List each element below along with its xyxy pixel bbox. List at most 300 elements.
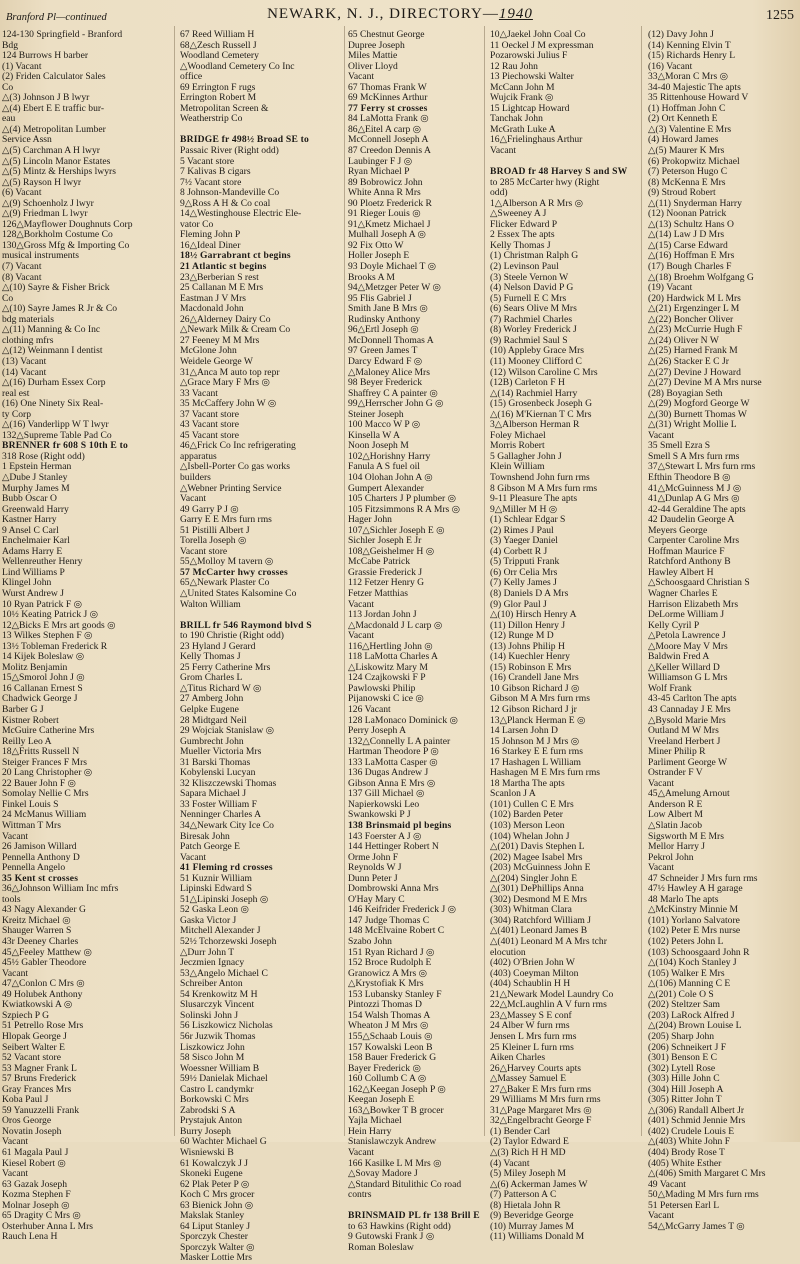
directory-entry: 33△Moran C Mrs ◎ (648, 71, 728, 83)
directory-entry: (10) Appleby Grace Mrs (490, 345, 585, 357)
directory-entry: 57 Bruns Frederick (2, 1073, 77, 1085)
directory-entry: (7) Patterson A C (490, 1189, 557, 1201)
directory-entry: Bayer Frederick ◎ (348, 1062, 421, 1074)
directory-entry: 24 McManus William (2, 809, 87, 821)
directory-entry: (9) Rachmiel Saul S (490, 334, 568, 346)
directory-entry: △United States Kalsomine Co (180, 587, 297, 599)
directory-entry: 67 Reed William H (180, 29, 255, 40)
directory-entry: 13 Piechowski Walter (490, 71, 574, 83)
directory-entry: Sigsworth M E Mrs (648, 830, 724, 842)
directory-entry: 51 Kuznir William (180, 872, 252, 884)
directory-entry: (28) Boyagian Seth (648, 387, 723, 399)
directory-entry: 45△Feeley Matthew ◎ (2, 946, 92, 958)
directory-entry: Vreeland Herbert J (648, 735, 721, 747)
directory-entry: eau (2, 113, 16, 125)
directory-entry: Fetzer Matthias (348, 587, 408, 599)
directory-entry: 132△Supreme Table Pad Co (2, 429, 112, 441)
directory-entry: (10) Murray James M (490, 1220, 574, 1232)
directory-entry: Schreiber Anton (180, 978, 243, 990)
directory-entry: Murphy James M (2, 482, 70, 494)
directory-entry: to 190 Christie (Right odd) (180, 630, 284, 642)
directory-entry: Smith Jane B Mrs ◎ (348, 303, 428, 315)
directory-entry: 63 Gazak Joseph (2, 1178, 68, 1190)
directory-entry: (205) Sharp John (648, 1030, 715, 1042)
directory-entry: Lipinski Edward S (180, 883, 252, 895)
directory-entry: 100 Macco W P ◎ (348, 419, 421, 431)
directory-entry: Rudinsky Anthony (348, 313, 421, 325)
directory-entry: 54△McGarry James T ◎ (648, 1220, 745, 1232)
directory-entry: 31△Page Margaret Mrs ◎ (490, 1104, 592, 1116)
directory-entry: (102) Barden Peter (490, 809, 563, 821)
directory-entry: 61 Magala Paul J (2, 1146, 69, 1158)
directory-entry: 59 Yanuzzelli Frank (2, 1104, 80, 1116)
directory-entry: 20 Lang Christopher ◎ (2, 767, 93, 779)
directory-entry: musical instruments (2, 250, 80, 262)
directory-entry: Shauger Warren S (2, 925, 72, 937)
directory-entry: (3) Yaeger Daniel (490, 535, 558, 547)
directory-entry: Wujcik Frank ◎ (490, 92, 554, 104)
directory-entry: △(13) Schultz Hans O (648, 218, 734, 230)
directory-column-1 (2, 29, 170, 1243)
directory-entry: Novatin Joseph (2, 1125, 62, 1137)
directory-entry: △(301) DePhillips Anna (490, 883, 584, 895)
directory-entry: Gelpke Eugene (180, 704, 239, 715)
directory-entry: △Woodland Cemetery Co Inc (180, 60, 295, 72)
directory-column-5 (648, 29, 798, 1232)
directory-entry: 46△Frick Co Inc refrigerating (180, 440, 296, 452)
directory-entry: (14) Kenning Elvin T (648, 39, 731, 51)
directory-entry: 16 Callanan Ernest S (2, 682, 83, 694)
directory-entry: Somolay Nellie C Mrs (2, 788, 89, 800)
directory-entry: 96△Ertl Joseph ◎ (348, 324, 419, 336)
directory-entry: 18 Martha The apts (490, 777, 565, 789)
directory-year: 1940 (498, 6, 533, 22)
directory-entry: O'Hay Mary C (348, 893, 405, 905)
directory-entry: 47△Conlon C Mrs ◎ (2, 978, 85, 990)
directory-entry: (7) Peterson Hugo C (648, 166, 728, 178)
directory-entry: 13 Wilkes Stephen F ◎ (2, 630, 93, 642)
directory-entry: (102) Peter E Mrs nurse (648, 925, 741, 937)
directory-entry: 118 LaMotta Charles A (348, 651, 438, 663)
directory-entry: 32△Engelbracht George F (490, 1115, 592, 1127)
directory-entry: 49 Holubek Anthony (2, 988, 83, 1000)
directory-entry: Molitz Benjamin (2, 661, 68, 673)
directory-entry: △(11) Manning & Co Inc (2, 324, 101, 336)
running-head-title (0, 6, 800, 23)
directory-entry: 9-11 Pleasure The apts (490, 493, 578, 505)
directory-entry: 90 Ploetz Frederick R (348, 197, 432, 209)
directory-entry: (4) Corbett R J (490, 545, 548, 557)
directory-entry: Napierkowski Leo (348, 798, 420, 810)
directory-entry: (1) Vacant (2, 60, 42, 72)
directory-entry: 52½ Tchorzewski Joseph (180, 936, 277, 948)
running-head-left: Branford Pl—continued (6, 12, 107, 23)
directory-entry: Patch George E (180, 841, 241, 853)
directory-entry: 148 McElvaine Robert C (348, 925, 445, 937)
directory-entry: 5 Vacant store (180, 155, 235, 167)
directory-entry: (12) Davy John J (648, 29, 714, 40)
directory-entry: ty Corp (2, 408, 32, 420)
directory-entry: Kobylenski Lucyan (180, 767, 256, 779)
directory-entry: DeLorme William J (648, 609, 725, 621)
directory-entry: Macdonald John (180, 303, 244, 315)
directory-entry: Nenninger Charles A (180, 809, 261, 821)
directory-entry: Vacant (648, 429, 675, 441)
directory-entry: △(10) Sayre James R Jr & Co (2, 303, 118, 315)
directory-entry: 32 Kliszczewski Thomas (180, 777, 277, 789)
directory-entry: (203) McGuinness John E (490, 862, 591, 874)
directory-entry: 51 Petrello Rose Mrs (2, 1020, 84, 1032)
directory-entry: 58 Sisco John M (180, 1052, 245, 1064)
directory-entry: Jeczmien Ignacy (180, 957, 245, 969)
directory-entry: 105 Charters J P plumber ◎ (348, 493, 456, 505)
directory-entry: BROAD fr 48 Harvey S and SW (490, 166, 628, 178)
directory-entry: 16△Frielinghaus Arthur (490, 134, 583, 146)
directory-entry: Pawlowski Philip (348, 682, 416, 694)
directory-entry: Mitchell Alexander J (180, 925, 261, 937)
directory-entry: 5 Gallagher John J (490, 450, 562, 462)
directory-entry: Aiken Charles (490, 1052, 546, 1064)
directory-entry: Ratchford Anthony B (648, 556, 731, 568)
directory-entry: △(4) Metropolitan Lumber (2, 123, 106, 135)
directory-entry: (13) Vacant (2, 355, 47, 367)
directory-entry: 65△Newark Plaster Co (180, 577, 270, 589)
directory-entry: Vacant (2, 1168, 29, 1180)
directory-entry: (103) Merson Leon (490, 820, 565, 832)
directory-entry: to 285 McCarter hwy (Right (490, 176, 600, 188)
directory-entry: Woodland Cemetery (180, 50, 259, 62)
directory-entry: △Petola Lawrence J (648, 630, 726, 642)
directory-entry: Burry Joseph (180, 1125, 231, 1137)
directory-entry: 15 Johnson M J Mrs ◎ (490, 735, 580, 747)
directory-entry: Metropolitan Screen & (180, 102, 269, 114)
directory-entry: 128△Borkholm Costume Co (2, 229, 113, 241)
directory-entry: Koba Paul J (2, 1094, 49, 1106)
directory-entry: 31 Barski Thomas (180, 756, 251, 768)
directory-entry: Mulhall Joseph A ◎ (348, 229, 426, 241)
directory-entry: △Bysold Marie Mrs (648, 714, 726, 726)
directory-entry: △Maloney Alice Mrs (348, 366, 430, 378)
directory-entry: △(5) Lincoln Manor Estates (2, 155, 111, 167)
directory-entry: Chadwick George J (2, 693, 78, 705)
directory-entry: △Sovay Madore J (348, 1168, 418, 1180)
directory-entry: 25 Ferry Catherine Mrs (180, 661, 271, 673)
directory-entry: 53 Magner Frank L (2, 1062, 77, 1074)
directory-entry: Pennella Angelo (2, 862, 66, 874)
directory-entry: △Dube J Stanley (2, 471, 68, 483)
directory-entry: △(14) Law J D Mrs (648, 229, 725, 241)
directory-entry: (8) Worley Frederick J (490, 324, 577, 336)
directory-entry: Pijanowski C ice ◎ (348, 693, 424, 705)
directory-entry: bdg materials (2, 313, 54, 325)
directory-entry: 64 Liput Stanley J (180, 1220, 251, 1232)
directory-entry: 60 Wachter Michael G (180, 1136, 267, 1148)
directory-entry: 87 Creedon Dennis A (348, 145, 431, 157)
directory-entry: △(11) Snyderman Harry (648, 197, 742, 209)
directory-entry: Miner Philip R (648, 746, 706, 758)
directory-entry: Morris Robert (490, 440, 545, 452)
directory-entry: Reynolds W J (348, 862, 402, 874)
directory-entry: Dupree Joseph (348, 39, 405, 51)
directory-entry: Garry E E Mrs furn rms (180, 514, 272, 526)
directory-entry: 55△Molloy M tavern ◎ (180, 556, 274, 568)
directory-entry: Vacant (348, 598, 375, 610)
directory-entry: Carpenter Caroline Mrs (648, 535, 740, 547)
directory-entry: (14) Vacant (2, 366, 47, 378)
directory-entry: (4) Vacant (490, 1157, 530, 1169)
directory-entry: △(16) M'Kiernan T C Mrs (490, 408, 592, 420)
directory-entry: (15) Robinson E Mrs (490, 661, 572, 673)
directory-entry: 12△Bicks E Mrs art goods ◎ (2, 619, 116, 631)
directory-entry: 49 Garry P J ◎ (180, 503, 239, 515)
directory-entry: Makslak Stanley (180, 1210, 245, 1222)
directory-entry: Bdg (2, 39, 18, 51)
directory-entry: 10△Jaekel John Coal Co (490, 29, 586, 40)
directory-entry: Grassie Frederick J (348, 566, 423, 578)
directory-entry: (4) Howard James (648, 134, 719, 146)
directory-entry: Hlopak George J (2, 1030, 67, 1042)
directory-entry: (1) Hoffman John C (648, 102, 726, 114)
directory-entry: Low Albert M (648, 809, 703, 821)
directory-entry: 84 LaMotta Frank ◎ (348, 113, 429, 125)
directory-entry: 56 Liszkowicz Nicholas (180, 1020, 273, 1032)
directory-entry: 157 Kowalski Leon B (348, 1041, 433, 1053)
directory-entry: 2 Essex The apts (490, 229, 555, 241)
directory-entry: Bubb Oscar O (2, 493, 57, 505)
directory-entry: △Krystofiak K Mrs (348, 978, 424, 990)
directory-entry: 143 Foerster A J ◎ (348, 830, 422, 842)
directory-entry: Hawley Albert H (648, 566, 714, 578)
directory-entry: (402) O'Brien John W (490, 957, 575, 969)
directory-entry: Orme John F (348, 851, 399, 863)
directory-title: NEWARK, N. J., DIRECTORY— (267, 6, 499, 22)
directory-entry: △McKinstry Minnie M (648, 904, 738, 916)
directory-entry: Solinski John J (180, 1009, 239, 1021)
directory-entry: Gibson M A Mrs furn rms (490, 693, 590, 705)
directory-entry: 69 McKinnes Arthur (348, 92, 428, 104)
directory-entry: 35 Rittenhouse Howard V (648, 92, 749, 104)
directory-entry: 27△Baker E Mrs furn rms (490, 1083, 592, 1095)
directory-entry: Wolf Frank (648, 682, 692, 694)
directory-entry: Laubinger F J ◎ (348, 155, 413, 167)
directory-entry: Klein William (490, 461, 545, 473)
directory-entry: (8) McKenna E Mrs (648, 176, 726, 188)
directory-entry: △(10) Hirsch Henry A (490, 609, 577, 621)
directory-entry: (203) LaRock Alfred J (648, 1009, 735, 1021)
directory-entry: (9) Beveridge George (490, 1210, 574, 1222)
directory-entry: Gumpert Alexander (348, 482, 424, 494)
directory-entry: 91△Kmetz Michael J (348, 218, 431, 230)
directory-entry: McGuire Catherine Mrs (2, 725, 95, 737)
directory-entry: Sapara Michael J (180, 788, 247, 800)
directory-column-4 (490, 29, 638, 1243)
directory-entry: △(201) Davis Stephen L (490, 841, 585, 853)
directory-entry: 51 Pistilli Albert J (180, 524, 250, 536)
directory-entry: △Isbell-Porter Co gas works (180, 461, 290, 473)
directory-entry: 8 Johnson-Mandeville Co (180, 187, 280, 199)
directory-entry: 113 Jordan John J (348, 609, 417, 621)
directory-entry: 16△Ideal Diner (180, 239, 241, 251)
directory-entry: McGrath Luke A (490, 123, 556, 135)
directory-entry: odd) (490, 187, 508, 199)
directory-entry: (9) Glor Paul J (490, 598, 547, 610)
directory-entry: 144 Hettinger Robert N (348, 841, 439, 853)
directory-entry: 104 Olohan John A ◎ (348, 471, 433, 483)
directory-entry: Gumbrecht John (180, 735, 244, 747)
directory-entry: △(16) Vanderlipp W T lwyr (2, 419, 109, 431)
directory-entry: Wisniewski B (180, 1146, 234, 1158)
directory-entry: 26△Alderney Dairy Co (180, 313, 271, 325)
directory-entry: 13△Planck Herman E ◎ (490, 714, 586, 726)
directory-entry: Lind Williams P (2, 566, 65, 578)
directory-entry: 21 Atlantic st begins (180, 261, 267, 273)
directory-entry: 43r Deeney Charles (2, 936, 79, 948)
directory-entry: 18½ Garrabrant ct begins (180, 250, 291, 262)
directory-entry: (206) Schneikert J F (648, 1041, 727, 1053)
directory-entry: Kinsella W A (348, 429, 400, 441)
directory-entry: 41△Dunlap A G Mrs ◎ (648, 493, 740, 505)
directory-entry: 43 Cannaday J E Mrs (648, 704, 731, 715)
directory-entry: (11) Mooney Clifford C (490, 355, 582, 367)
directory-entry: 95 Flis Gabriel J (348, 292, 412, 304)
directory-entry: 138 Brinsmaid pl begins (348, 820, 452, 832)
directory-entry: Co (2, 292, 14, 304)
directory-entry: Wurst Andrew J (2, 587, 64, 599)
directory-entry: (405) White Esther (648, 1157, 722, 1169)
directory-entry: 69 Errington F rugs (180, 81, 256, 93)
directory-entry: (12B) Carleton F H (490, 377, 565, 389)
directory-entry: (9) Stroud Robert (648, 187, 716, 199)
directory-entry: △(306) Randall Albert Jr (648, 1104, 745, 1116)
directory-entry: Walton William (180, 598, 241, 610)
directory-entry: △(5) Mintz & Herships lwyrs (2, 166, 116, 178)
directory-entry: 65 Dragity C Mrs ◎ (2, 1210, 81, 1222)
directory-entry: Enchelmaier Karl (2, 535, 70, 547)
directory-entry: △(401) Leonard M A Mrs tchr (490, 936, 607, 948)
directory-entry: △(406) Smith Margaret C Mrs (648, 1168, 766, 1180)
directory-entry: △Sweeney A J (490, 208, 547, 220)
directory-entry: (5) Tripputi Frank (490, 556, 560, 568)
directory-entry: Kelly Thomas J (490, 239, 551, 251)
directory-entry: 160 Collumb C A ◎ (348, 1073, 427, 1085)
directory-entry: (101) Yorlano Salvatore (648, 914, 740, 926)
directory-entry: 92 Fix Otto W (348, 239, 404, 251)
directory-entry: Foley Michael (490, 429, 546, 441)
directory-entry: (15) Grosenbeck Joseph G (490, 398, 593, 410)
directory-entry: 77 Ferry st crosses (348, 102, 428, 114)
directory-entry: Hashagen M E Mrs furn rms (490, 767, 601, 779)
directory-entry: (8) Daniels D A Mrs (490, 587, 569, 599)
directory-entry: △(23) McCurrie Hugh F (648, 324, 743, 336)
directory-entry: 33 Foster William F (180, 798, 257, 810)
directory-entry: Vacant (2, 830, 29, 842)
directory-entry: 16 Starkey E E furn rms (490, 746, 583, 758)
directory-entry: Torella Joseph ◎ (180, 535, 247, 547)
directory-entry: (6) Vacant (2, 187, 42, 199)
directory-entry: 62 Plak Peter P ◎ (180, 1178, 250, 1190)
directory-entry: Brooks A M (348, 271, 395, 283)
directory-entry: 22△McLaughlin A V furn rms (490, 999, 607, 1011)
directory-entry: △(106) Manning C E (648, 978, 731, 990)
directory-entry: Vacant (648, 777, 675, 789)
directory-entry: (12) Noonan Patrick (648, 208, 727, 220)
directory-entry: (15) Richards Henry L (648, 50, 736, 62)
directory-entry: tools (2, 893, 21, 905)
directory-entry: (11) Williams Donald M (490, 1231, 585, 1243)
directory-entry: 23△Berberian S rest (180, 271, 259, 283)
directory-entry: 49 Vacant (648, 1178, 686, 1190)
directory-entry: (6) Prokopwitz Michael (648, 155, 740, 167)
directory-entry: Outland M W Mrs (648, 725, 719, 737)
directory-entry: △(10) Sayre & Fisher Brick (2, 282, 110, 294)
directory-entry: Kelly Thomas J (180, 651, 241, 663)
directory-entry: △Durr John T (180, 946, 235, 958)
directory-entry: Szpiech P G (2, 1009, 50, 1021)
directory-entry: 130△Gross Mfg & Importing Co (2, 239, 130, 251)
directory-entry: 13½ Tobleman Frederick R (2, 640, 108, 652)
directory-entry: (5) Furnell E C Mrs (490, 292, 567, 304)
directory-entry: △(14) Rachmiel Harry (490, 387, 578, 399)
directory-entry: Pennella Anthony D (2, 851, 80, 863)
directory-entry: 45 Vacant store (180, 429, 239, 441)
directory-entry: △Slatin Jacob (648, 820, 703, 832)
directory-entry: 11 Oeckel J M expressman (490, 39, 594, 51)
directory-entry: (301) Benson E C (648, 1052, 718, 1064)
directory-entry: Flicker Edward P (490, 218, 558, 230)
directory-entry: Williamson G L Mrs (648, 672, 728, 684)
directory-entry: 42 Daudelin George A (648, 514, 735, 526)
directory-entry: 147 Judge Thomas C (348, 914, 430, 926)
directory-entry: Anderson R E (648, 798, 703, 810)
directory-entry: (1) Christman Ralph G (490, 250, 579, 262)
directory-entry: McGlone John (180, 345, 237, 357)
directory-entry: 28 Midtgard Neil (180, 714, 247, 726)
directory-entry: 35 Kent st crosses (2, 872, 79, 884)
directory-entry: Kozma Stephen F (2, 1189, 71, 1201)
directory-entry: Finkel Louis S (2, 798, 59, 810)
directory-entry: 162△Keegan Joseph P ◎ (348, 1083, 446, 1095)
directory-entry: 34△Newark City Ice Co (180, 820, 274, 832)
directory-entry: △Newark Milk & Cream Co (180, 324, 291, 336)
directory-entry: 21△Newark Model Laundry Co (490, 988, 614, 1000)
directory-entry: Service Assn (2, 134, 52, 146)
directory-entry: △Grace Mary F Mrs ◎ (180, 377, 270, 389)
directory-entry: apparatus (180, 450, 217, 462)
directory-entry: 91 Rieger Louis ◎ (348, 208, 421, 220)
directory-entry: Yajla Michael (348, 1115, 402, 1127)
directory-entry: 12 Gibson Richard J jr (490, 704, 577, 715)
directory-entry: △(9) Schoenholz J lwyr (2, 197, 94, 209)
directory-entry: Masker Lottie Mrs (180, 1252, 252, 1264)
directory-entry: 65 Chestnut George (348, 29, 425, 40)
directory-entry: 52 Vacant store (2, 1052, 61, 1064)
directory-entry: (2) Ort Kenneth E (648, 113, 718, 125)
directory-entry: 18△Fritts Russell N (2, 746, 80, 758)
directory-entry: (16) Crandell Jane Mrs (490, 672, 579, 684)
directory-entry: Pintozzi Thomas D (348, 999, 422, 1011)
directory-entry: 25 Callanan M E Mrs (180, 282, 264, 294)
directory-entry: 163△Bowker T B grocer (348, 1104, 444, 1116)
directory-entry: △(3) Valentine E Mrs (648, 123, 732, 135)
directory-entry: Vacant store (180, 545, 228, 557)
directory-entry: △(9) Friedman L lwyr (2, 208, 88, 220)
directory-entry: 54 Krenkowitz M H (180, 988, 258, 1000)
directory-entry: △(31) Wright Mollie L (648, 419, 737, 431)
directory-entry: (302) Desmond M E Mrs (490, 893, 587, 905)
directory-entry: (12) Wilson Caroline C Mrs (490, 366, 598, 378)
directory-entry: Fanula A S fuel oil (348, 461, 420, 473)
directory-entry: △Macdonald J L carp ◎ (348, 619, 443, 631)
